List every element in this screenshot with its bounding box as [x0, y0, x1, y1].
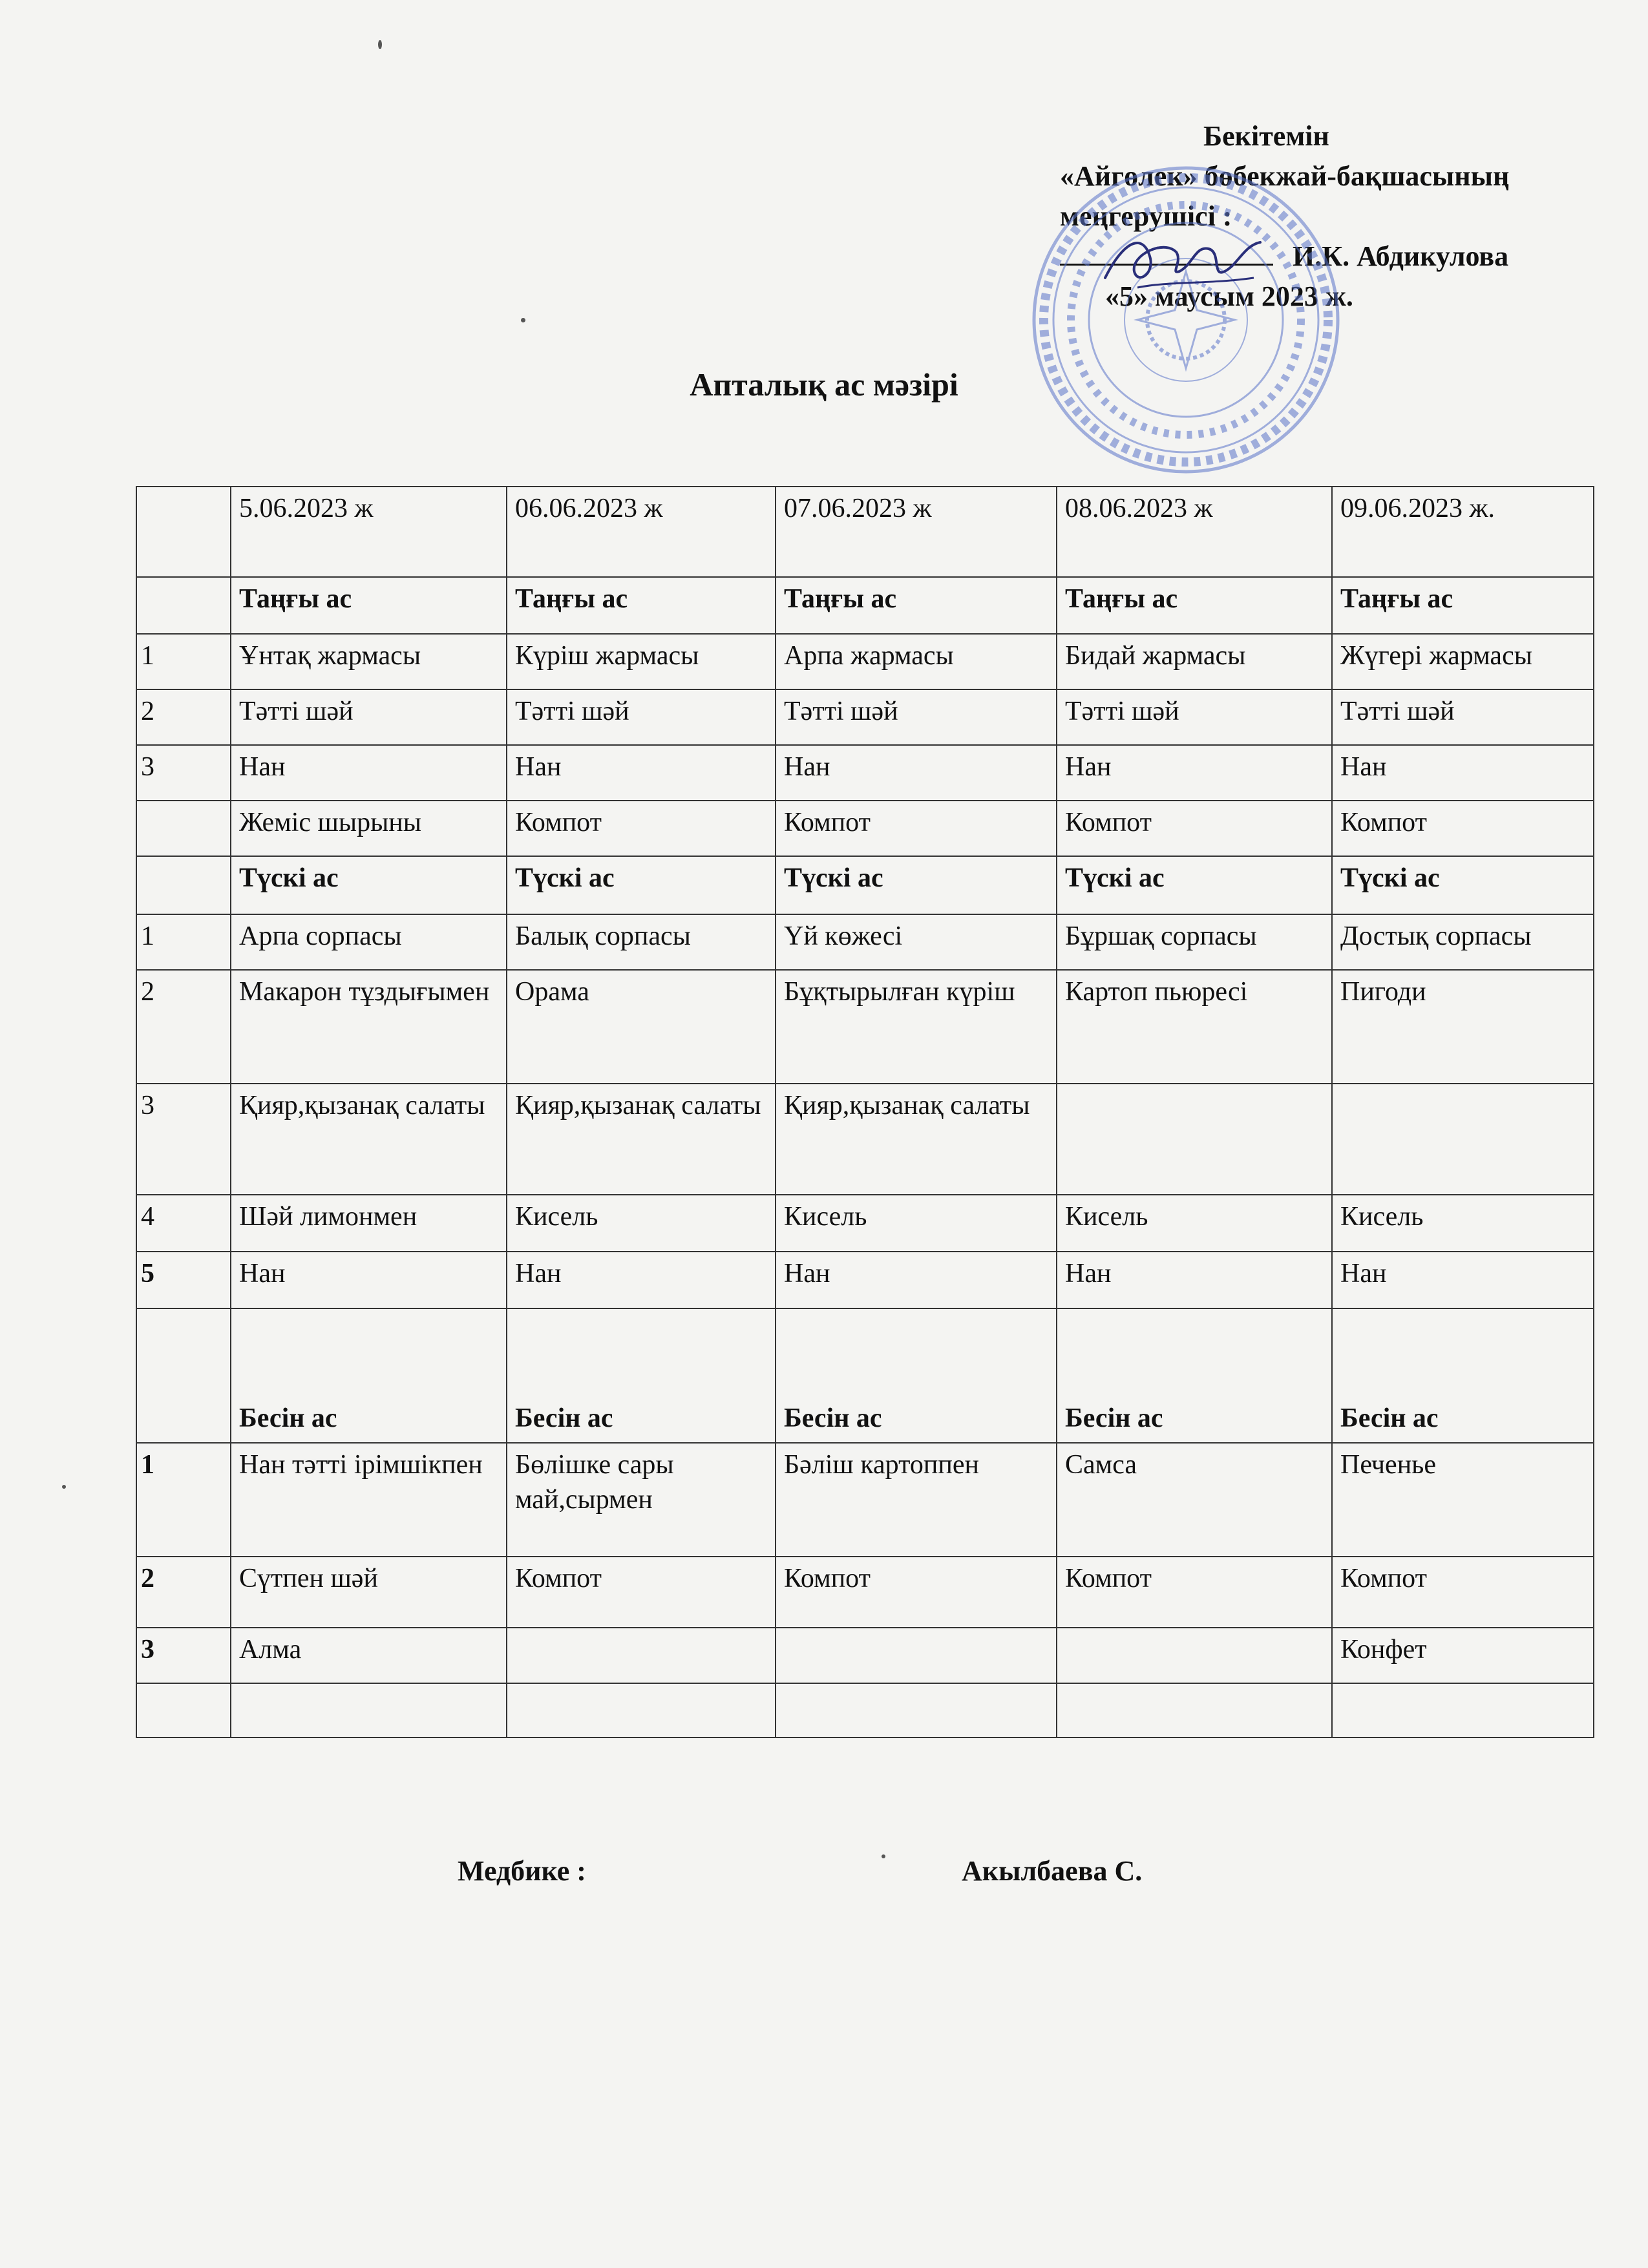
row-number: 2 [136, 970, 231, 1084]
menu-cell: Нан [507, 1252, 776, 1308]
section-label: Таңғы ас [776, 577, 1057, 634]
menu-cell: Тәтті шәй [231, 689, 507, 745]
footer-role: Медбике : [458, 1855, 586, 1887]
menu-cell: Нан тәтті ірімшікпен [231, 1443, 507, 1557]
section-label: Бесін ас [1332, 1308, 1594, 1443]
row-number: 1 [136, 634, 231, 689]
table-row [136, 634, 1594, 689]
signature-underline [1060, 264, 1273, 266]
row-number: 5 [136, 1252, 231, 1308]
menu-cell: Нан [776, 745, 1057, 801]
menu-cell: Компот [1332, 801, 1594, 856]
scan-speck [62, 1485, 66, 1489]
breakfast-header-row [136, 577, 1594, 634]
menu-cell: Бұқтырылған күріш [776, 970, 1057, 1084]
date-cell: 07.06.2023 ж [776, 487, 1057, 577]
menu-cell: Алма [231, 1628, 507, 1683]
row-number: 3 [136, 1084, 231, 1195]
table-row [136, 1557, 1594, 1628]
menu-cell: Нан [231, 745, 507, 801]
table-row [136, 689, 1594, 745]
menu-cell [776, 1683, 1057, 1738]
menu-cell: Тәтті шәй [507, 689, 776, 745]
menu-cell: Жеміс шырыны [231, 801, 507, 856]
row-number: 3 [136, 1628, 231, 1683]
table-row [136, 914, 1594, 970]
menu-cell [231, 1683, 507, 1738]
menu-cell: Нан [231, 1252, 507, 1308]
menu-cell: Кисель [1332, 1195, 1594, 1252]
approval-head-name: И.К. Абдикулова [1293, 240, 1509, 272]
table-row [136, 1443, 1594, 1557]
row-number: 2 [136, 689, 231, 745]
menu-cell [507, 1683, 776, 1738]
table-row [136, 1195, 1594, 1252]
menu-cell: Нан [1057, 745, 1332, 801]
menu-cell: Тәтті шәй [1057, 689, 1332, 745]
menu-cell: Компот [507, 801, 776, 856]
menu-cell: Кисель [507, 1195, 776, 1252]
menu-cell [776, 1628, 1057, 1683]
snack-header-row [136, 1308, 1594, 1443]
table-row [136, 1683, 1594, 1738]
scan-speck [521, 318, 525, 322]
table-row [136, 970, 1594, 1084]
section-label: Бесін ас [507, 1308, 776, 1443]
menu-cell: Қияр,қызанақ салаты [507, 1084, 776, 1195]
table-row [136, 1084, 1594, 1195]
menu-cell: Нан [1332, 745, 1594, 801]
menu-cell: Шәй лимонмен [231, 1195, 507, 1252]
menu-cell: Бұршақ сорпасы [1057, 914, 1332, 970]
weekly-menu-table [136, 486, 1594, 1738]
menu-cell: Бөлішке сары май,сырмен [507, 1443, 776, 1557]
dates-row [136, 487, 1594, 577]
menu-cell [1332, 1683, 1594, 1738]
section-label: Бесін ас [1057, 1308, 1332, 1443]
menu-cell: Компот [1332, 1557, 1594, 1628]
menu-cell: Конфет [1332, 1628, 1594, 1683]
date-cell: 5.06.2023 ж [231, 487, 507, 577]
approval-signature-line [1060, 236, 1590, 277]
menu-cell: Сүтпен шәй [231, 1557, 507, 1628]
menu-cell: Картоп пьюресі [1057, 970, 1332, 1084]
menu-cell: Күріш жармасы [507, 634, 776, 689]
approval-date: «5» маусым 2023 ж. [1105, 280, 1353, 312]
menu-cell: Пигоди [1332, 970, 1594, 1084]
menu-cell: Орама [507, 970, 776, 1084]
date-cell: 09.06.2023 ж. [1332, 487, 1594, 577]
menu-cell: Компот [1057, 801, 1332, 856]
section-label: Түскі ас [1332, 856, 1594, 914]
scan-speck [378, 40, 382, 49]
menu-cell: Компот [776, 1557, 1057, 1628]
section-label: Бесін ас [776, 1308, 1057, 1443]
menu-cell: Қияр,қызанақ салаты [776, 1084, 1057, 1195]
row-number: 1 [136, 1443, 231, 1557]
menu-cell: Тәтті шәй [1332, 689, 1594, 745]
menu-cell: Тәтті шәй [776, 689, 1057, 745]
menu-cell: Жүгері жармасы [1332, 634, 1594, 689]
menu-cell: Печенье [1332, 1443, 1594, 1557]
table-row [136, 1252, 1594, 1308]
menu-cell: Ұнтақ жармасы [231, 634, 507, 689]
approval-heading: Бекітемін [1203, 120, 1329, 152]
menu-cell: Кисель [1057, 1195, 1332, 1252]
menu-cell: Компот [1057, 1557, 1332, 1628]
row-number [136, 1683, 231, 1738]
menu-cell [507, 1628, 776, 1683]
scan-speck [882, 1854, 885, 1858]
row-number: 1 [136, 914, 231, 970]
row-number: 3 [136, 745, 231, 801]
menu-cell: Компот [776, 801, 1057, 856]
menu-cell [1057, 1683, 1332, 1738]
menu-cell: Нан [776, 1252, 1057, 1308]
menu-cell [1057, 1084, 1332, 1195]
document-title: Апталық ас мәзірі [690, 366, 958, 403]
menu-cell: Бидай жармасы [1057, 634, 1332, 689]
section-label: Бесін ас [231, 1308, 507, 1443]
section-label: Түскі ас [776, 856, 1057, 914]
menu-cell: Арпа сорпасы [231, 914, 507, 970]
menu-cell: Самса [1057, 1443, 1332, 1557]
row-number: 2 [136, 1557, 231, 1628]
menu-cell: Нан [1332, 1252, 1594, 1308]
approval-position: меңгерушісі : [1060, 200, 1232, 232]
menu-cell: Макарон тұздығымен [231, 970, 507, 1084]
section-label: Түскі ас [507, 856, 776, 914]
table-row [136, 1628, 1594, 1683]
lunch-header-row [136, 856, 1594, 914]
menu-cell [1332, 1084, 1594, 1195]
approval-block [1060, 116, 1590, 317]
table-row [136, 745, 1594, 801]
section-label: Таңғы ас [507, 577, 776, 634]
menu-cell: Бәліш картоппен [776, 1443, 1057, 1557]
section-label: Таңғы ас [1332, 577, 1594, 634]
section-label: Таңғы ас [1057, 577, 1332, 634]
date-cell: 08.06.2023 ж [1057, 487, 1332, 577]
row-number [136, 801, 231, 856]
menu-cell: Нан [1057, 1252, 1332, 1308]
footer-name: Акылбаева С. [962, 1855, 1143, 1887]
row-number: 4 [136, 1195, 231, 1252]
section-label: Түскі ас [1057, 856, 1332, 914]
menu-cell: Балық сорпасы [507, 914, 776, 970]
menu-cell: Арпа жармасы [776, 634, 1057, 689]
menu-cell [1057, 1628, 1332, 1683]
section-label: Таңғы ас [231, 577, 507, 634]
table-row [136, 801, 1594, 856]
date-cell: 06.06.2023 ж [507, 487, 776, 577]
menu-cell: Кисель [776, 1195, 1057, 1252]
approval-organization: «Айгөлек» бөбекжай-бақшасының [1060, 160, 1510, 192]
corner-cell [136, 487, 231, 577]
menu-cell: Қияр,қызанақ салаты [231, 1084, 507, 1195]
section-label: Түскі ас [231, 856, 507, 914]
menu-cell: Компот [507, 1557, 776, 1628]
menu-cell: Нан [507, 745, 776, 801]
menu-cell: Достық сорпасы [1332, 914, 1594, 970]
menu-cell: Үй көжесі [776, 914, 1057, 970]
